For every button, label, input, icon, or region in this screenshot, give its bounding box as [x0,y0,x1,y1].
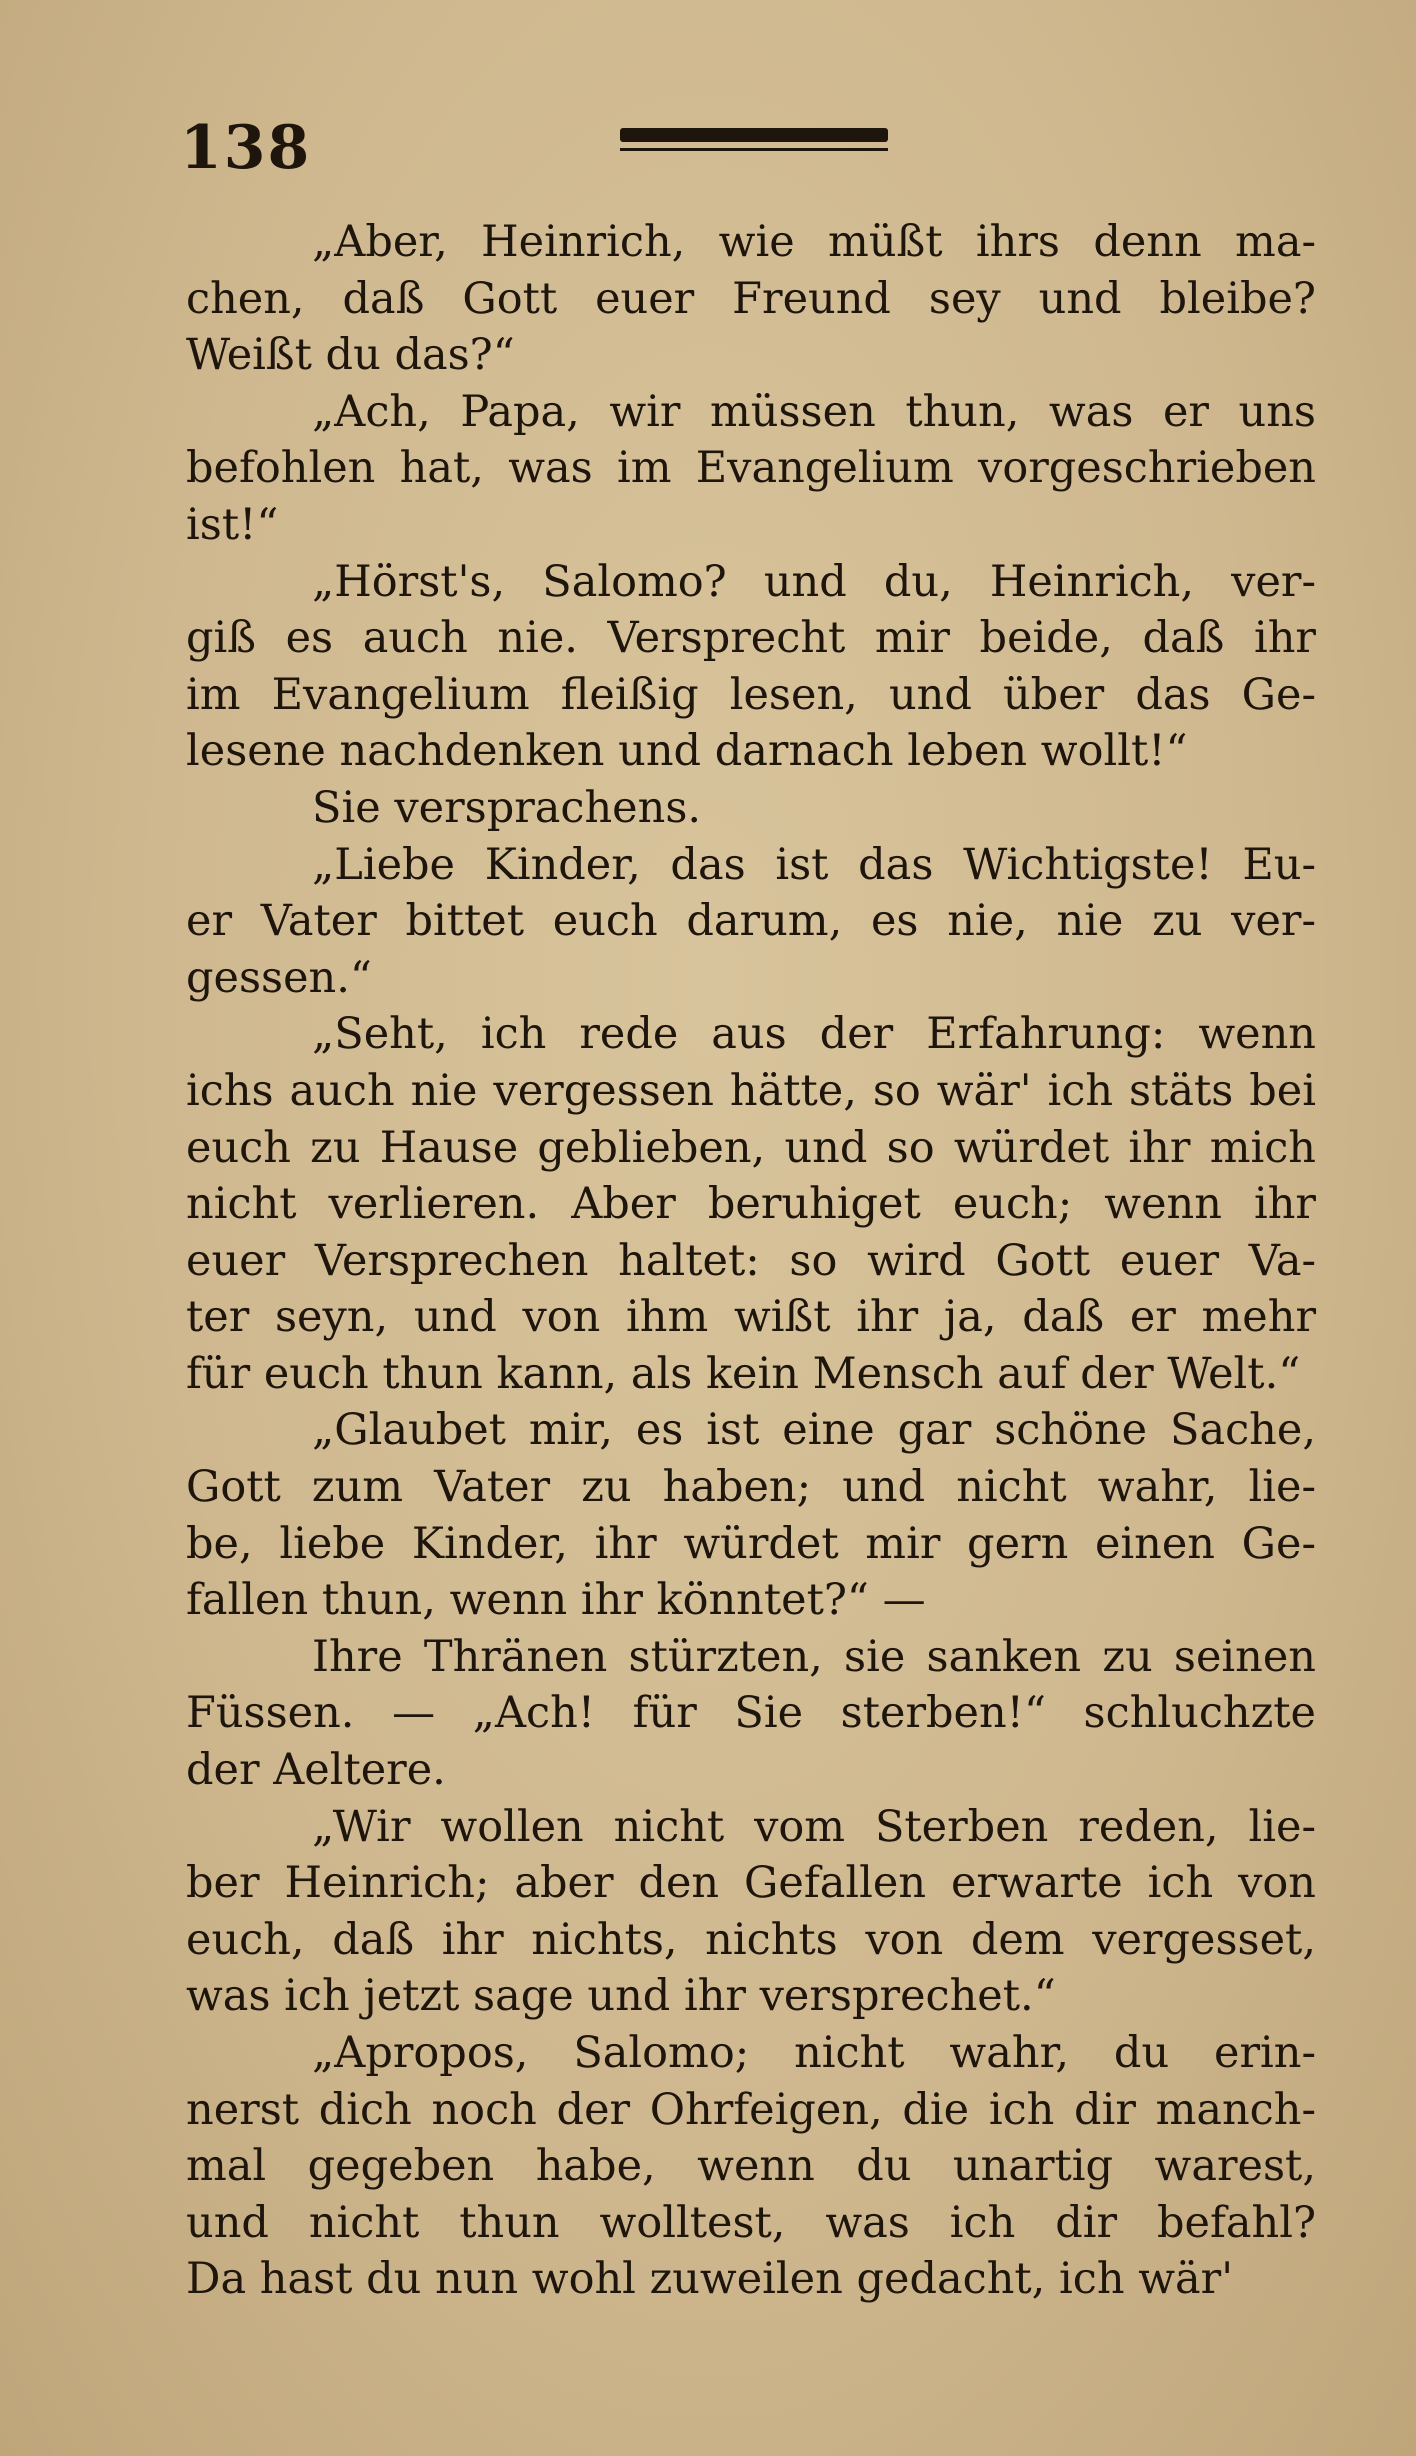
text-line: Füssen. — „Ach! für Sie sterben!“ schluchzte [186,1688,1316,1739]
text-line: im Evangelium fleißig lesen, und über das Ge- [186,669,1316,720]
text-line: Da hast du nun wohl zuweilen gedacht, ich wär' [186,2254,1234,2305]
body-text [186,214,1316,2308]
text-line: „Aber, Heinrich, wie müßt ihrs denn ma- [312,217,1316,267]
text-line: Weißt du das?“ [186,330,515,381]
text-line: lesene nachdenken und darnach leben wollt!“ [186,726,1188,777]
text-line: für euch thun kann, als kein Mensch auf der Welt.“ [186,1348,1301,1399]
text-line: der Aeltere. [186,1745,446,1796]
text-line: giß es auch nie. Versprecht mir beide, daß ihr [186,613,1316,664]
text-line: chen, daß Gott euer Freund sey und bleibe? [186,273,1316,324]
text-line: „Ach, Papa, wir müssen thun, was er uns [312,386,1316,437]
text-line: fallen thun, wenn ihr könntet?“ — [186,1575,926,1626]
text-line: „Seht, ich rede aus der Erfahrung: wenn [312,1009,1316,1060]
header-rule [620,128,888,142]
text-line: ter seyn, und von ihm wißt ihr ja, daß er mehr [186,1292,1316,1343]
text-line: was ich jetzt sage und ihr versprechet.“ [186,1971,1056,2022]
text-line: „Apropos, Salomo; nicht wahr, du erin- [312,2028,1316,2078]
text-line: be, liebe Kinder, ihr würdet mir gern einen Ge- [186,1518,1316,1569]
text-line: ber Heinrich; aber den Gefallen erwarte ich von [186,1858,1316,1909]
text-line: „Hörst's, Salomo? und du, Heinrich, ver- [312,556,1316,607]
text-line: mal gegeben habe, wenn du unartig warest, [186,2141,1316,2192]
text-line: ist!“ [186,499,279,550]
text-line: gessen.“ [186,952,372,1003]
text-line: „Glaubet mir, es ist eine gar schöne Sache, [312,1405,1316,1456]
page-number: 138 [180,113,312,183]
text-line: euch zu Hause geblieben, und so würdet ihr mich [186,1122,1316,1173]
text-line: befohlen hat, was im Evangelium vorgeschrieben [186,443,1316,494]
text-line: „Wir wollen nicht vom Sterben reden, lie- [312,1801,1316,1852]
text-line: nerst dich noch der Ohrfeigen, die ich dir manch- [186,2084,1316,2135]
text-line: Gott zum Vater zu haben; und nicht wahr, lie- [186,1462,1316,1513]
text-line: er Vater bittet euch darum, es nie, nie zu ver- [186,896,1316,947]
text-line: Ihre Thränen stürzten, sie sanken zu seinen [312,1631,1316,1682]
text-line: Sie versprachens. [312,782,702,833]
text-line: und nicht thun wolltest, was ich dir befahl? [186,2197,1316,2248]
text-line: euer Versprechen haltet: so wird Gott euer Va- [186,1235,1316,1286]
text-line: „Liebe Kinder, das ist das Wichtigste! Eu- [312,839,1316,890]
text-line: nicht verlieren. Aber beruhiget euch; wenn ihr [186,1179,1316,1230]
text-line: ichs auch nie vergessen hätte, so wär' ich stäts bei [186,1065,1316,1116]
text-line: euch, daß ihr nichts, nichts von dem vergesset, [186,1914,1316,1965]
